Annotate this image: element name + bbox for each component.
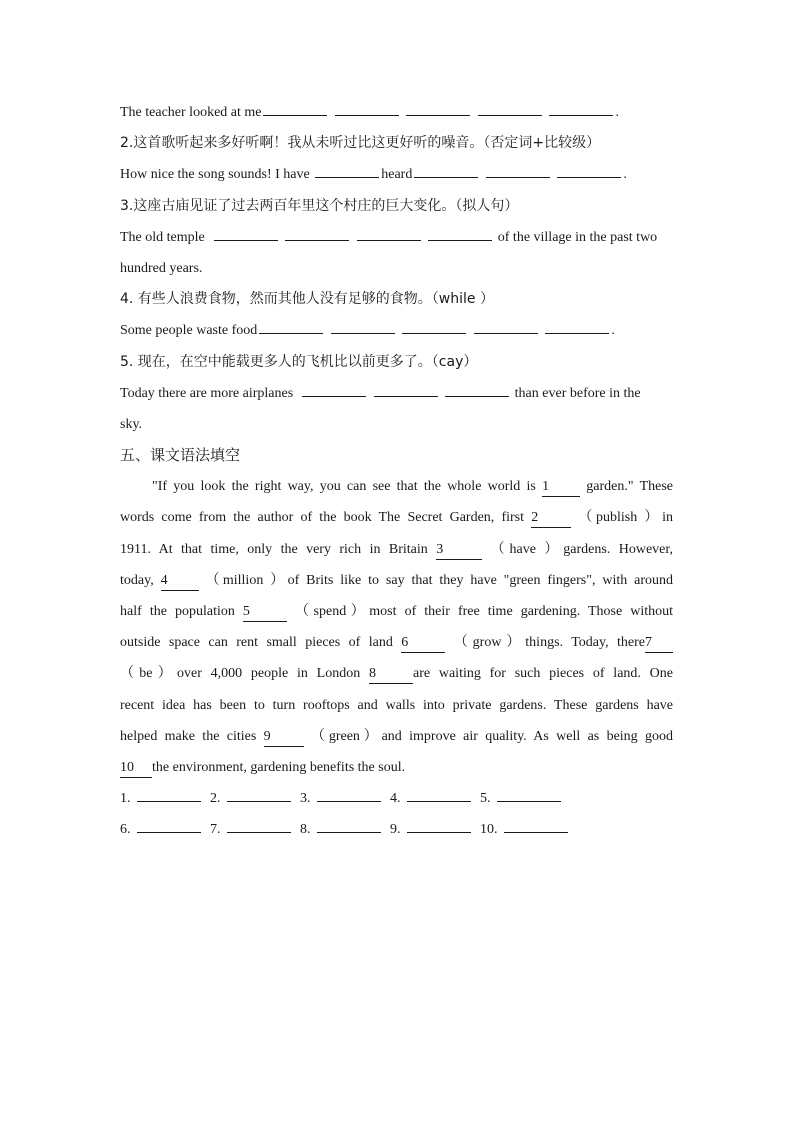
answer-blank[interactable] bbox=[406, 101, 470, 116]
q3-english-cont: hundred years. bbox=[120, 260, 203, 276]
passage-text: （have ）gardens. However, bbox=[490, 541, 673, 557]
answer-blank[interactable] bbox=[285, 226, 349, 241]
q4-chinese-prompt: 4. 有些人浪费食物，然而其他人没有足够的食物。（while ） bbox=[120, 291, 494, 308]
answer-label: 5. bbox=[480, 791, 491, 807]
answer-label: 7. bbox=[210, 822, 221, 838]
passage-line-1 bbox=[120, 471, 673, 502]
q2-chinese-prompt: 2.这首歌听起来多好听啊！我从未听过比这更好听的噪音。（否定词+比较级） bbox=[120, 135, 601, 152]
q5-english-line bbox=[120, 378, 673, 409]
q4-text: Some people waste food bbox=[120, 323, 258, 339]
passage-text: （spend）most of their free time gardening. Those without bbox=[294, 604, 673, 619]
answer-blank[interactable] bbox=[331, 319, 395, 334]
passage-text: today, bbox=[120, 572, 154, 588]
answer-label: 6. bbox=[120, 822, 131, 838]
passage-text: half the population bbox=[120, 604, 235, 619]
period: . bbox=[623, 167, 627, 183]
passage-line-10 bbox=[120, 752, 673, 783]
answer-blank[interactable] bbox=[357, 226, 421, 241]
answer-label: 1. bbox=[120, 791, 131, 807]
q2-text: How nice the song sounds! I have bbox=[120, 167, 310, 183]
answer-blank[interactable] bbox=[478, 101, 542, 116]
gap-9[interactable]: 9 bbox=[264, 730, 304, 747]
passage-text: （million ）of Brits like to say that they have "green fingers", with around bbox=[205, 572, 673, 588]
passage-text: helped make the cities bbox=[120, 728, 257, 744]
q5-text: Today there are more airplanes bbox=[120, 385, 294, 401]
passage-text: are waiting for such pieces of land. One bbox=[413, 666, 673, 682]
answer-blank[interactable] bbox=[504, 818, 568, 833]
period: . bbox=[615, 105, 619, 120]
answer-label: 10. bbox=[480, 822, 498, 838]
answer-blank[interactable] bbox=[445, 382, 509, 397]
passage-line-6 bbox=[120, 627, 673, 658]
answer-blank[interactable] bbox=[557, 163, 621, 178]
gap-1[interactable]: 1 bbox=[542, 480, 580, 497]
answer-blank[interactable] bbox=[263, 101, 327, 116]
answer-label: 4. bbox=[390, 791, 401, 807]
answer-blank[interactable] bbox=[545, 319, 609, 334]
passage-text: words come from the author of the book The Secret Garden, first bbox=[120, 510, 525, 526]
gap-5[interactable]: 5 bbox=[243, 605, 287, 622]
q3-chinese-prompt: 3.这座古庙见证了过去两百年里这个村庄的巨大变化。（拟人句） bbox=[120, 197, 519, 214]
answer-label: 3. bbox=[300, 791, 311, 807]
answer-blank[interactable] bbox=[137, 787, 201, 802]
answer-blank[interactable] bbox=[374, 382, 438, 397]
q1-text: The teacher looked at me bbox=[120, 105, 262, 120]
passage-line-8: recent idea has been to turn rooftops and walls into private gardens. These gardens have bbox=[120, 697, 673, 713]
answer-blank[interactable] bbox=[317, 818, 381, 833]
answer-blank[interactable] bbox=[259, 319, 323, 334]
gap-3[interactable]: 3 bbox=[436, 543, 482, 560]
passage-text: （grow）things. Today, there bbox=[453, 635, 645, 651]
answer-blank[interactable] bbox=[402, 319, 466, 334]
answer-row-1 bbox=[120, 783, 673, 814]
answer-blank[interactable] bbox=[335, 101, 399, 116]
passage-text: （publish ）in bbox=[578, 510, 673, 526]
gap-6[interactable]: 6 bbox=[401, 636, 445, 653]
q2-text-heard: heard bbox=[381, 167, 413, 183]
passage-line-4 bbox=[120, 565, 673, 596]
q3-text: The old temple bbox=[120, 229, 205, 245]
q4-english-line bbox=[120, 315, 673, 346]
passage-line-5 bbox=[120, 596, 673, 627]
passage-text: （be）over 4,000 people in London bbox=[120, 666, 361, 682]
period: . bbox=[611, 323, 615, 339]
answer-blank[interactable] bbox=[407, 787, 471, 802]
passage-line-3 bbox=[120, 534, 673, 565]
q3-english-line bbox=[120, 222, 673, 253]
worksheet-page bbox=[120, 97, 673, 846]
answer-blank[interactable] bbox=[214, 226, 278, 241]
q5-chinese-prompt: 5. 现在，在空中能载更多人的飞机比以前更多了。（cay） bbox=[120, 353, 478, 370]
q3-text-end: of the village in the past two bbox=[497, 229, 658, 245]
answer-blank[interactable] bbox=[407, 818, 471, 833]
passage-text: 1911. At that time, only the very rich in Britain bbox=[120, 541, 428, 557]
section-title: 五、课文语法填空 bbox=[120, 446, 241, 465]
answer-row-2 bbox=[120, 814, 673, 845]
q5-english-cont: sky. bbox=[120, 416, 143, 432]
passage-line-7 bbox=[120, 658, 673, 689]
answer-blank[interactable] bbox=[414, 163, 478, 178]
gap-10[interactable]: 10 bbox=[120, 761, 152, 778]
passage-text: （green）and improve air quality. As well as being good bbox=[310, 728, 673, 744]
answer-blank[interactable] bbox=[315, 163, 379, 178]
q1-english-line bbox=[120, 97, 673, 128]
q5-text-end: than ever before in the bbox=[514, 385, 641, 401]
answer-blank[interactable] bbox=[486, 163, 550, 178]
gap-2[interactable]: 2 bbox=[531, 511, 571, 528]
answer-label: 9. bbox=[390, 822, 401, 838]
passage-text: garden." These bbox=[586, 479, 673, 495]
answer-blank[interactable] bbox=[549, 101, 613, 116]
answer-blank[interactable] bbox=[317, 787, 381, 802]
gap-4[interactable]: 4 bbox=[161, 574, 199, 591]
answer-label: 2. bbox=[210, 791, 221, 807]
passage-line-9 bbox=[120, 721, 673, 752]
answer-blank[interactable] bbox=[227, 818, 291, 833]
gap-7[interactable]: 7 bbox=[645, 636, 673, 653]
passage-text: the environment, gardening benefits the soul. bbox=[152, 759, 406, 775]
answer-blank[interactable] bbox=[302, 382, 366, 397]
passage-text: "If you look the right way, you can see that the whole world is bbox=[152, 479, 536, 495]
q2-english-line bbox=[120, 159, 673, 190]
answer-blank[interactable] bbox=[137, 818, 201, 833]
answer-blank[interactable] bbox=[428, 226, 492, 241]
answer-label: 8. bbox=[300, 822, 311, 838]
answer-blank[interactable] bbox=[497, 787, 561, 802]
gap-8[interactable]: 8 bbox=[369, 667, 413, 684]
answer-blank[interactable] bbox=[227, 787, 291, 802]
answer-blank[interactable] bbox=[474, 319, 538, 334]
passage-line-2 bbox=[120, 502, 673, 533]
passage-text: outside space can rent small pieces of land bbox=[120, 635, 393, 651]
